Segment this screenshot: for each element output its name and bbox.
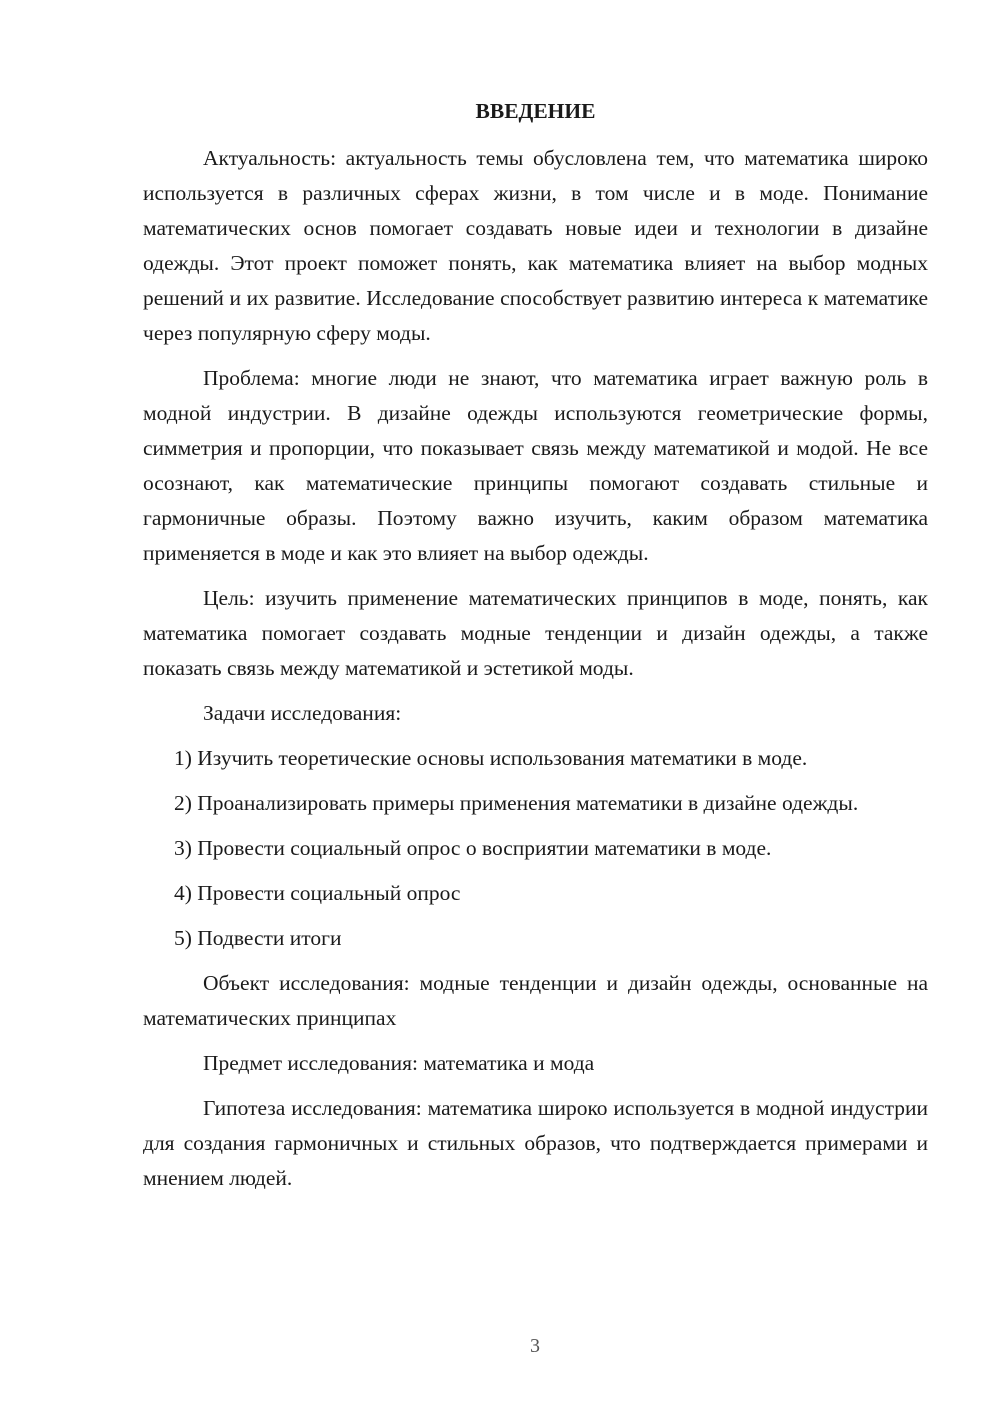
document-page — [143, 94, 928, 1206]
list-item: 1) Изучить теоретические основы использования математики в моде. — [174, 746, 808, 770]
list-item: 3) Провести социальный опрос о восприятии математики в моде. — [174, 836, 772, 860]
list-item: 4) Провести социальный опрос — [174, 881, 461, 905]
tasks-heading: Задачи исследования: — [203, 701, 402, 725]
paragraph-problem: Проблема: многие люди не знают, что математика играет важную роль в модной индустрии. В дизайне одежды используются геометрические формы, симметрия и пропорции, что показывает связь между математикой и модой. Не все осознают, как математические принципы помогают создавать стильные и гармоничные образы. Поэтому важно изучить, каким образом математика применяется в моде и как это влияет на выбор одежды. — [143, 366, 928, 565]
paragraph-goal: Цель: изучить применение математических принципов в моде, понять, как математика помогает создавать модные тенденции и дизайн одежды, а также показать связь между математикой и эстетикой моды. — [143, 586, 928, 680]
paragraph-object: Объект исследования: модные тенденции и дизайн одежды, основанные на математических принципах — [143, 971, 928, 1030]
list-item: 2) Проанализировать примеры применения математики в дизайне одежды. — [174, 791, 859, 815]
document-title: ВВЕДЕНИЕ — [475, 99, 596, 123]
paragraph-hypothesis: Гипотеза исследования: математика широко используется в модной индустрии для создания гармоничных и стильных образов, что подтверждается примерами и мнением людей. — [143, 1096, 928, 1190]
page-number: 3 — [530, 1335, 540, 1357]
paragraph-subject: Предмет исследования: математика и мода — [203, 1051, 595, 1075]
tasks-list — [143, 741, 928, 956]
paragraph-relevance: Актуальность: актуальность темы обусловлена тем, что математика широко используется в различных сферах жизни, в том числе и в моде. Понимание математических основ помогает создавать новые идеи и технологии в дизайне одежды. Этот проект поможет понять, как математика влияет на выбор модных решений и их развитие. Исследование способствует развитию интереса к математике через популярную сферу моды. — [143, 146, 928, 345]
list-item: 5) Подвести итоги — [174, 926, 342, 950]
